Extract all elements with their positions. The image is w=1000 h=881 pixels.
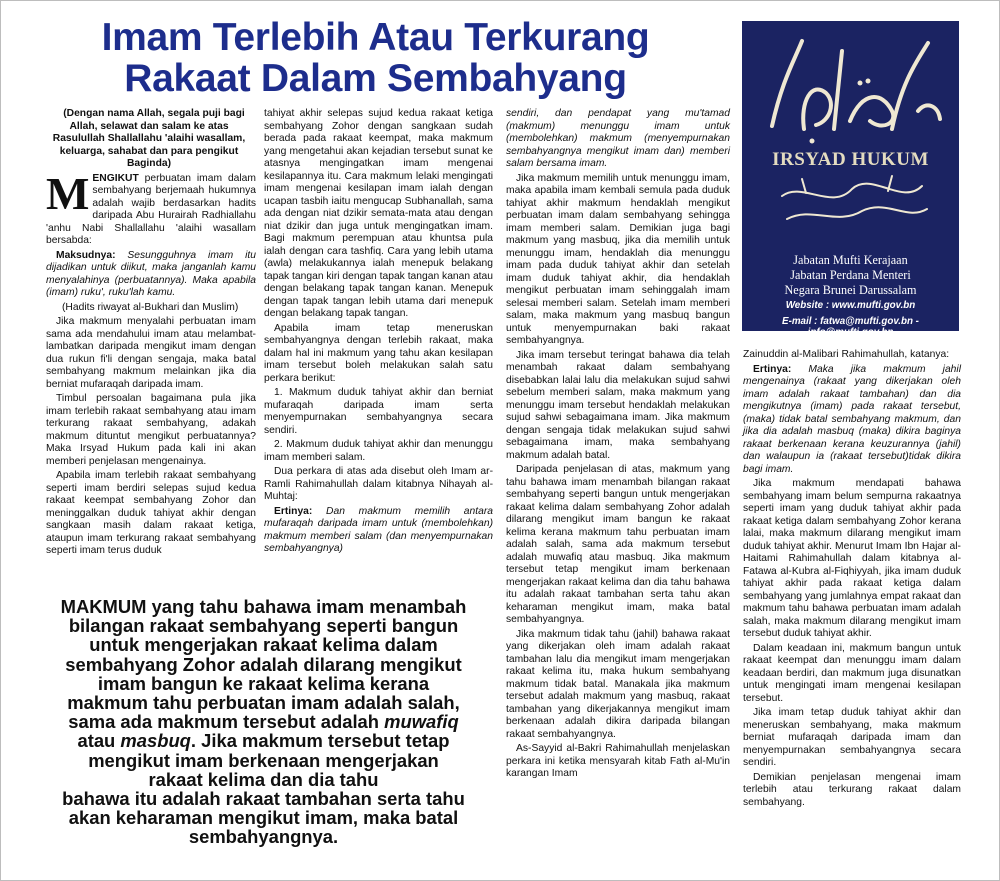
pull-quote-line: untuk mengerjakan rakaat kelima dalam — [89, 634, 438, 656]
col4-paragraph-5: Demikian penjelasan mengenai imam terlebih atau terkurang rakaat dalam sembahyang. — [743, 771, 961, 808]
option-item-1: 1. Makmum duduk tahiyat akhir dan berniat mufaraqah daripada imam serta menyempurnakan sembahyangnya secara sendiri. — [264, 387, 493, 436]
pull-quote-line: bahawa itu adalah rakaat tambahan serta tahu — [62, 788, 465, 810]
pull-quote-line: mengikut imam berkenaan mengerjakan — [88, 749, 439, 771]
col4-paragraph-4: Jika imam tetap duduk tahiyat akhir dan meneruskan sembahyang, maka makmum berniat mufaraqah daripada imam dan menyempurnakan sembahyangnya secara sendiri. — [743, 707, 961, 768]
pull-quote-line: akan keharaman mengikut imam, maka batal — [68, 807, 459, 829]
col3-paragraph-3: Jika imam tersebut teringat bahawa dia telah menambah rakaat dalam sembahyang disebabkan lalai lalu dia melakukan sujud sahwi sebelum memberi salam, maka makmum yang menunggu imam tersebut hendaklah melakukan sujud sahwi sebagaimana imam. Jika makmum dengan sengaja tidak melakukan sujud sahwi sebagaimana imam, maka sembahyang makmum adalah batal. — [506, 349, 730, 461]
pull-quote-line: imam bangun ke rakaat kelima kerana — [97, 672, 430, 694]
ertinya-label: Ertinya: — [753, 363, 792, 375]
col2-paragraph-2: Apabila imam tetap meneruskan sembahyangnya dengan terlebih rakaat, maka dalam hal ini makmum yang tahu akan kesilapan imam tersebut boleh melakukan salah satu perkara berikut: — [264, 322, 493, 384]
pull-quote-line — [31, 731, 496, 750]
col3-paragraph-6: As-Sayyid al-Bakri Rahimahullah menjelaskan perkara ini ketika mensyarah kitab Fath al-Mu'in karangan Imam — [506, 743, 730, 779]
col4-paragraph-3: Dalam keadaan ini, makmum bangun untuk rakaat keempat dan menunggu imam dalam keadaan berdiri, dan makmum juga disunatkan untuk mengingati imam mengenai kesilapan tersebut. — [743, 642, 961, 704]
maksudnya-label: Maksudnya: — [56, 249, 116, 261]
article-column-4 — [743, 349, 961, 811]
hadith-citation: (Hadits riwayat al-Bukhari dan Muslim) — [62, 301, 239, 313]
pull-quote-text: sama ada makmum tersebut adalah — [68, 711, 385, 733]
col1-paragraph-4: Apabila imam terlebih rakaat sembahyang seperti imam berdiri selepas sujud kedua rakaat keempat sembahyang Zohor dan meninggalkan duduk tahiyat akhir dengan sangkaan masih dalam rakaat ketiga, ataupun imam terkurang rakaat sembahyang seperti imam terus duduk — [46, 470, 256, 556]
ertinya-label: Ertinya: — [274, 505, 313, 517]
intro-text: perbuatan imam dalam sembahyang berjemaah hukumnya adalah wajib berdasarkan hadits daripada Abu Hurairah Radhiallahu 'anhu Nabi Shallallahu 'alaihi wasallam bersabda: — [46, 172, 256, 246]
lead-word: ENGIKUT — [92, 172, 139, 184]
pull-quote-term: masbuq — [120, 730, 191, 752]
ertinya-text: Maka jika makmum jahil mengenainya (rakaat yang dikerjakan oleh imam adalah rakaat tambahan) dan dia mengikutnya (imam) pada rakaat tersebut, (maka) tidak batal sembahyang makmum, dan jika dia adalah masbuq (maka) dikira baginya rakaat berkenaan kerana keuzurannya (jahil) dan walaupun ia (rakaat tersebut)tidak dikira bagi imam. — [743, 363, 961, 475]
pull-quote — [31, 597, 496, 847]
col3-paragraph-1: sendiri, dan pendapat yang mu'tamad (makmum) menunggu imam untuk (membolehkan) makmum (menyempurnakan sembahyangnya mengikut imam dan) memberi salam bersama imam. — [506, 108, 730, 169]
ertinya-text: Dan makmum memilih antara mufaraqah daripada imam untuk (membolehkan) makmum memberi salam (dan menyempurnakan sembahyangnya) — [264, 505, 493, 554]
pull-quote-line: makmum tahu perbuatan imam adalah salah, — [67, 692, 460, 714]
logo-dept-line-1: Jabatan Mufti Kerajaan — [793, 253, 908, 267]
ertinya-quote-1 — [264, 506, 493, 556]
intro-paragraph — [46, 167, 256, 248]
pull-quote-line: sembahyang Zohor adalah dilarang mengikut — [65, 653, 462, 675]
headline-line-1: Imam Terlebih Atau Terkurang — [101, 16, 650, 59]
col3-paragraph-5: Jika makmum tidak tahu (jahil) bahawa rakaat yang dikerjakan oleh imam adalah rakaat tambahan lalu dia mengikut imam mengerjakan rakaat kelima itu, maka hukum sembahyang makmum tidak batal. Manakala jika makmum tersebut adalah makmum yang masbuq, rakaat tambahan yang dikerjakannya mengikut imam berkenaan adalah dikira daripada bilangan rakaat sembahyangnya. — [506, 628, 730, 740]
logo-dept-line-3: Negara Brunei Darussalam — [784, 283, 917, 297]
logo-dept-line-2: Jabatan Perdana Menteri — [790, 268, 911, 282]
col4-paragraph-2: Jika makmum mendapati bahawa sembahyang imam belum sempurna rakaatnya seperti imam yang duduk tahiyat akhir pada rakaat ketiga dalam sembahyang Zohor kerana lalai, maka makmum dilarang mengikut imam duduk tahiyat akhir. Menurut Imam Ibn Hajar al-Haitami Rahimahullah dalam kitabnya al-Fatawa al-Kubra al-Fiqhiyyah, jika imam duduk tahiyat akhir pada rakaat ketiga dalam sembahyang yang jumlahnya empat rakaat dan makmum tahu bahawa perbuatan imam adalah salah, maka makmum dilarang mengikut imam tersebut duduk tahiyat akhir. — [743, 478, 961, 639]
pull-quote-term: muwafiq — [384, 711, 459, 733]
article-column-3 — [506, 108, 730, 783]
pull-quote-line: MAKMUM yang tahu bahawa imam menambah — [60, 596, 467, 617]
maksudnya-text: Sesungguhnya imam itu dijadikan untuk diikut, maka janganlah kamu menyalahinya (perbuatannya). Maka apabila (imam) ruku', ruku'lah kamu. — [46, 249, 256, 298]
article-column-1 — [46, 108, 256, 560]
maksudnya-quote — [46, 250, 256, 300]
logo-title: IRSYAD HUKUM — [772, 149, 929, 170]
irsyad-hukum-logo — [742, 21, 959, 338]
article-column-2 — [264, 108, 493, 558]
col3-paragraph-4: Daripada penjelasan di atas, makmum yang tahu bahawa imam menambah bilangan rakaat sembahyang seperti bangun untuk mengerjakan rakaat kelima dalam sembahyang Zohor adalah dilarang mengikut imam bangun ke rakaat kelima kerana makmum tahu perbuatan imam adalah salah, sama ada makmum tersebut adalah muwafiq atau masbuq. Jika makmum tersebut tetap mengikut imam berkenaan mengerjakan rakaat kelima dan dia tahu bahawa itu adalah rakaat tambahan serta tahu akan keharaman mengikut imam, maka batal sembahyangnya. — [506, 464, 730, 625]
drop-cap: M — [46, 167, 90, 219]
pull-quote-text: atau — [77, 730, 121, 752]
pull-quote-line: sembahyangnya. — [188, 826, 339, 848]
col3-paragraph-2: Jika makmum memilih untuk menunggu imam, maka apabila imam kembali semula pada duduk tahiyat akhir makmum hendaklah mengikut perbuatan imam dalam sembahyang sehingga imam memberi salam. Demikian juga bagi makmum yang masbuq, jika dia memilih untuk menunggu imam, hendaklah dia menunggu imam pada duduk tahiyat akhir dan setelah imam duduk tahiyat akhir, dia hendaklah mengikut perbuatan imam sehinggalah imam selesai memberi salam. Setelah imam memberi salam, maka makmum yang masbuq bangun untuk menyempurnakan baki rakaat sembahyangnya. — [506, 172, 730, 346]
logo-email: E-mail : fatwa@mufti.gov.bn - info@mufti.gov.bn — [782, 316, 919, 338]
col1-paragraph-2: Jika makmum menyalahi perbuatan imam sama ada mendahului imam atau melambat-lambatkan daripada mengikut imam dengan dua rukun fi'li dengan sengaja, maka batal sembahyang makmum melainkan jika dia berniat mufaraqah daripada imam. — [46, 316, 256, 390]
pull-quote-line: rakaat kelima dan dia tahu — [148, 768, 379, 790]
col4-paragraph-1: Zainuddin al-Malibari Rahimahullah, katanya: — [743, 349, 950, 360]
col1-paragraph-3: Timbul persoalan bagaimana pula jika imam terlebih rakaat sembahyang atau imam terkurang rakaat sembahyang, adakah makmum dituntut mengikut perbuatannya? Maka Irsyad Hukum pada kali ini akan memberi penjelasan mengenainya. — [46, 393, 256, 467]
col2-paragraph-3: Dua perkara di atas ada disebut oleh Imam ar-Ramli Rahimahullah dalam kitabnya Nihayah al-Muhtaj: — [264, 466, 493, 502]
pull-quote-text: . Jika makmum tersebut tetap — [190, 730, 450, 752]
option-item-2: 2. Makmum duduk tahiyat akhir dan menunggu imam memberi salam. — [264, 439, 493, 463]
logo-website: Website : www.mufti.gov.bn — [785, 300, 916, 311]
headline-line-2: Rakaat Dalam Sembahyang — [124, 57, 627, 100]
pull-quote-line: bilangan rakaat sembahyang seperti bangun — [68, 615, 459, 637]
ertinya-quote-2 — [743, 364, 961, 477]
pull-quote-line — [31, 712, 496, 731]
opening-invocation: (Dengan nama Allah, segala puji bagi Allah, selawat dan salam ke atas Rasulullah Shallallahu 'alaihi wasallam, keluarga, sahabat dan para pengikut Baginda) — [52, 108, 246, 169]
col2-paragraph-1: tahiyat akhir selepas sujud kedua rakaat ketiga sembahyang Zohor dengan sangkaan sudah berada pada rakaat keempat, maka makmum yang mengetahui akan kejadian tersebut sunat ke atasnya mengingatkan imam mengenai kesilapannya itu. Cara makmum lelaki mengingati imam mengenai kesilapan imam ialah dengan ucapan tasbih iaitu mengucap Subhanallah, sama ada dengan niat dzikir semata-mata atau dengan niat dzikir dan juga untuk mengingatkan imam. Bagi makmum perempuan atau khuntsa pula ialah dengan cara tashfiq. Cara yang lebih utama (awla) melakukannya ialah menepuk belakang tapak tangan kiri dengan tapak tangan kanan atau dengan belakang tapak tangan kanan. Menepuk dengan tapak tangan lebih utama dari menepuk dengan belakang tapak tangan. — [264, 108, 494, 319]
headline — [23, 17, 728, 99]
